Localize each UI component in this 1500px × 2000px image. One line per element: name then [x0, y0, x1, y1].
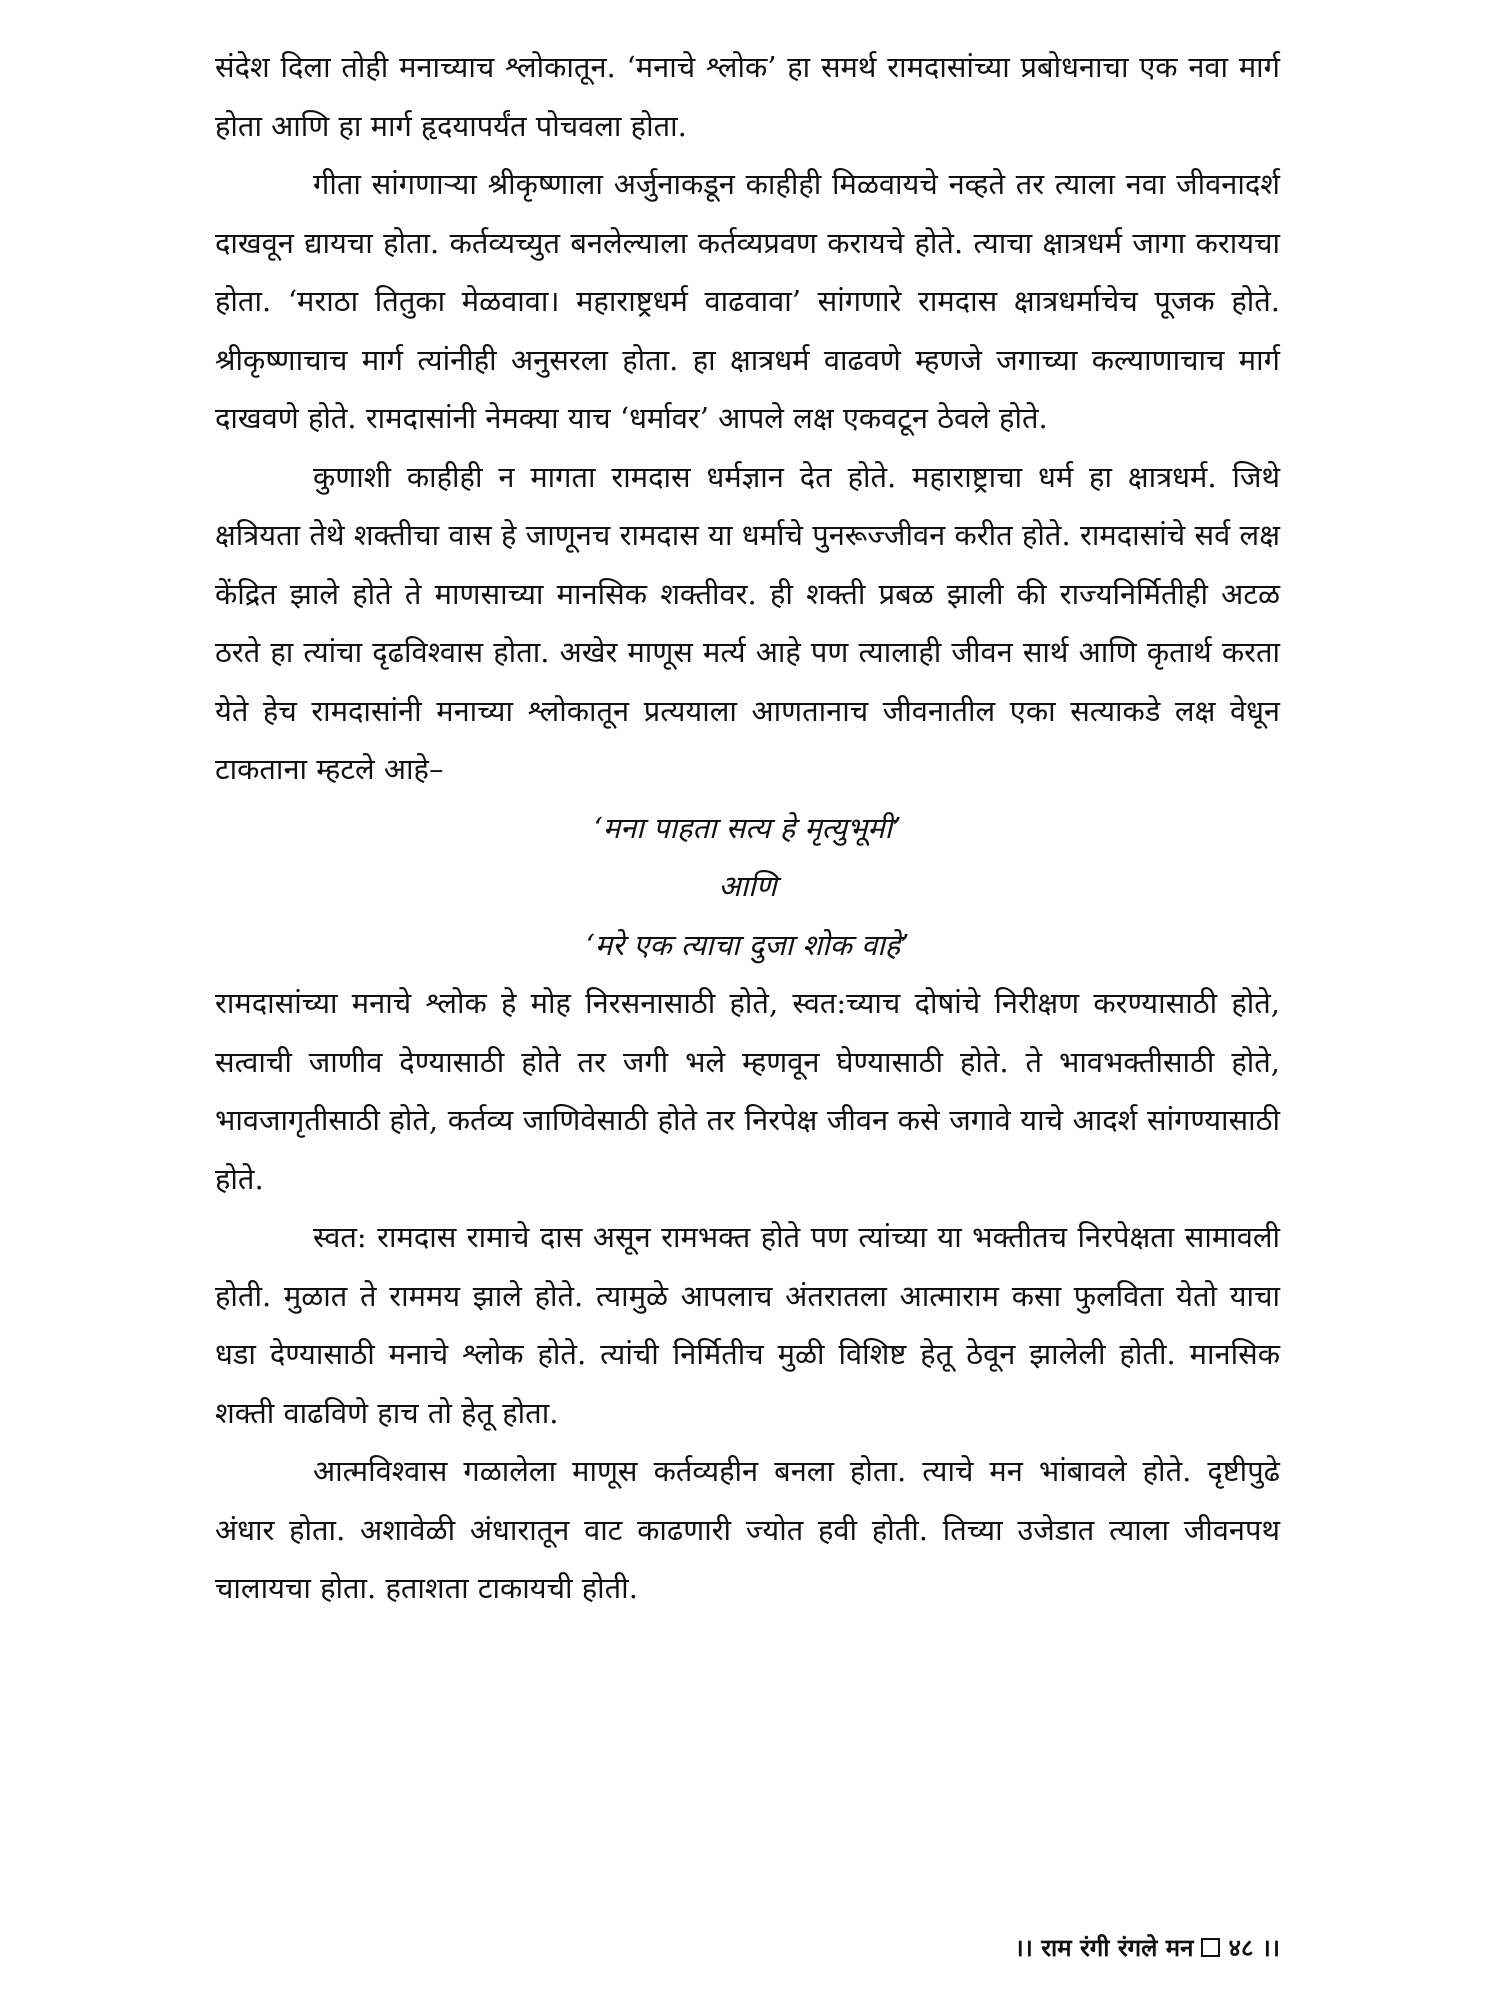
footer-book-title: ।। राम रंगी रंगले मन	[1014, 1933, 1194, 1962]
verse-quote-2: ‘मरे एक त्याचा दुजा शोक वाहे’	[585, 927, 910, 962]
paragraph-3: कुणाशी काहीही न मागता रामदास धर्मज्ञान देत होते. महाराष्ट्राचा धर्म हा क्षात्रधर्म. जिथे क्षत्रियता तेथे शक्तीचा वास हे जाणूनच रामदास या धर्माचे पुनरूज्जीवन करीत होते. रामदासांचे सर्व लक्ष केंद्रित झाले होते ते माणसाच्या मानसिक शक्तीवर. ही शक्ती प्रबळ झाली की राज्यनिर्मितीही अटळ ठरते हा त्यांचा दृढविश्वास होता. अखेर माणूस मर्त्य आहे पण त्यालाही जीवन सार्थ आणि कृतार्थ करता येते हेच रामदासांनी मनाच्या श्लोकातून प्रत्ययाला आणतानाच जीवनातील एका सत्याकडे लक्ष वेधून टाकताना म्हटले आहे–	[215, 459, 1280, 786]
paragraph-5: स्वत: रामदास रामाचे दास असून रामभक्त होते पण त्यांच्या या भक्तीतच निरपेक्षता सामावली होती. मुळात ते राममय झाले होते. त्यामुळे आपलाच अंतरातला आत्माराम कसा फुलविता येतो याचा धडा देण्यासाठी मनाचे श्लोक होते. त्यांची निर्मितीच मुळी विशिष्ट हेतू ठेवून झालेली होती. मानसिक शक्ती वाढविणे हाच तो हेतू होता.	[215, 1220, 1280, 1430]
paragraph-4: रामदासांच्या मनाचे श्लोक हे मोह निरसनासाठी होते, स्वत:च्याच दोषांचे निरीक्षण करण्यासाठी होते, सत्वाची जाणीव देण्यासाठी होते तर जगी भले म्हणवून घेण्यासाठी होते. ते भावभक्तीसाठी होते, भावजागृतीसाठी होते, कर्तव्य जाणिवेसाठी होते तर निरपेक्ष जीवन कसे जगावे याचे आदर्श सांगण्यासाठी होते.	[215, 986, 1280, 1196]
verse-conjunction: आणि	[718, 869, 777, 903]
paragraph-2: गीता सांगणाऱ्या श्रीकृष्णाला अर्जुनाकडून काहीही मिळवायचे नव्हते तर त्याला नवा जीवनादर्श दाखवून द्यायचा होता. कर्तव्यच्युत बनलेल्याला कर्तव्यप्रवण करायचे होते. त्याचा क्षात्रधर्म जागा करायचा होता. ‘मराठा तितुका मेळवावा। महाराष्ट्रधर्म वाढवावा’ सांगणारे रामदास क्षात्रधर्माचेच पूजक होते. श्रीकृष्णाचाच मार्ग त्यांनीही अनुसरला होता. हा क्षात्रधर्म वाढवणे म्हणजे जगाच्या कल्याणाचाच मार्ग दाखवणे होते. रामदासांनी नेमक्या याच ‘धर्मावर’ आपले लक्ष एकवटून ठेवले होते.	[215, 167, 1280, 435]
paragraph-1: संदेश दिला तोही मनाच्याच श्लोकातून. ‘मनाचे श्लोक’ हा समर्थ रामदासांच्या प्रबोधनाचा एक नवा मार्ग होता आणि हा मार्ग हृदयापर्यंत पोचवला होता.	[215, 50, 1280, 143]
footer-page-number: ४८ ।।	[1228, 1933, 1280, 1962]
book-page	[215, 38, 1280, 1968]
paragraph-6: आत्मविश्वास गळालेला माणूस कर्तव्यहीन बनला होता. त्याचे मन भांबावले होते. दृष्टीपुढे अंधार होता. अशावेळी अंधारातून वाट काढणारी ज्योत हवी होती. तिच्या उजेडात त्याला जीवनपथ चालायचा होता. हताशता टाकायची होती.	[215, 1454, 1280, 1605]
verse-quote-1: ‘मना पाहता सत्य हे मृत्युभूमी’	[593, 810, 902, 845]
page-footer	[1015, 1928, 1280, 1968]
footer-square-icon	[1201, 1938, 1220, 1957]
